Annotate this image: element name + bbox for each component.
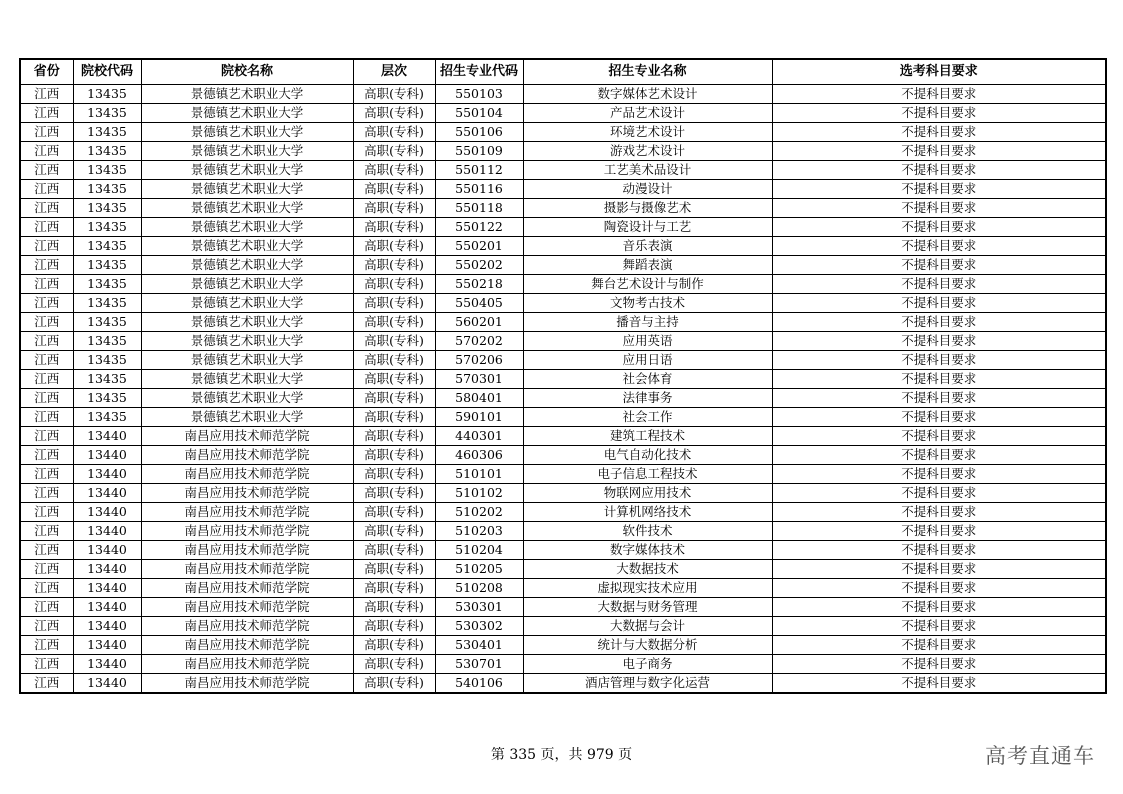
province-cell: 江西 — [20, 332, 73, 351]
province-cell: 江西 — [20, 313, 73, 332]
major-code-cell: 550122 — [435, 218, 523, 237]
table-row — [20, 655, 1106, 674]
subject-requirement-cell: 不提科目要求 — [772, 465, 1106, 484]
major-name-cell: 应用英语 — [523, 332, 772, 351]
subject-requirement-cell: 不提科目要求 — [772, 389, 1106, 408]
major-code-header: 招生专业代码 — [435, 59, 523, 85]
table-row — [20, 256, 1106, 275]
level-cell: 高职(专科) — [353, 617, 435, 636]
subject-requirement-cell: 不提科目要求 — [772, 598, 1106, 617]
school-name-cell: 景德镇艺术职业大学 — [141, 332, 353, 351]
major-name-cell: 统计与大数据分析 — [523, 636, 772, 655]
table-row — [20, 218, 1106, 237]
major-name-header: 招生专业名称 — [523, 59, 772, 85]
school-code-cell: 13435 — [73, 313, 141, 332]
subject-requirement-cell: 不提科目要求 — [772, 161, 1106, 180]
table-row — [20, 351, 1106, 370]
table-body — [20, 85, 1106, 694]
major-code-cell: 550112 — [435, 161, 523, 180]
major-name-cell: 虚拟现实技术应用 — [523, 579, 772, 598]
province-cell: 江西 — [20, 237, 73, 256]
subject-requirement-cell: 不提科目要求 — [772, 142, 1106, 161]
school-code-cell: 13435 — [73, 85, 141, 104]
level-cell: 高职(专科) — [353, 104, 435, 123]
major-name-cell: 舞蹈表演 — [523, 256, 772, 275]
school-name-cell: 景德镇艺术职业大学 — [141, 313, 353, 332]
school-code-cell: 13435 — [73, 370, 141, 389]
major-name-cell: 电子商务 — [523, 655, 772, 674]
table-row — [20, 313, 1106, 332]
level-cell: 高职(专科) — [353, 655, 435, 674]
major-name-cell: 大数据与会计 — [523, 617, 772, 636]
level-cell: 高职(专科) — [353, 123, 435, 142]
school-name-cell: 景德镇艺术职业大学 — [141, 351, 353, 370]
subject-requirement-cell: 不提科目要求 — [772, 560, 1106, 579]
subject-requirement-cell: 不提科目要求 — [772, 674, 1106, 694]
major-code-cell: 570301 — [435, 370, 523, 389]
school-name-cell: 南昌应用技术师范学院 — [141, 636, 353, 655]
school-name-cell: 景德镇艺术职业大学 — [141, 256, 353, 275]
subject-requirement-cell: 不提科目要求 — [772, 199, 1106, 218]
province-cell: 江西 — [20, 655, 73, 674]
subject-requirement-cell: 不提科目要求 — [772, 427, 1106, 446]
school-name-cell: 南昌应用技术师范学院 — [141, 522, 353, 541]
table-row — [20, 104, 1106, 123]
school-code-cell: 13440 — [73, 598, 141, 617]
subject-requirement-cell: 不提科目要求 — [772, 237, 1106, 256]
major-name-cell: 文物考古技术 — [523, 294, 772, 313]
school-code-cell: 13440 — [73, 446, 141, 465]
school-name-cell: 南昌应用技术师范学院 — [141, 617, 353, 636]
province-cell: 江西 — [20, 104, 73, 123]
school-code-cell: 13440 — [73, 636, 141, 655]
school-name-cell: 景德镇艺术职业大学 — [141, 85, 353, 104]
major-name-cell: 大数据技术 — [523, 560, 772, 579]
province-cell: 江西 — [20, 427, 73, 446]
major-name-cell: 音乐表演 — [523, 237, 772, 256]
school-code-cell: 13435 — [73, 237, 141, 256]
province-cell: 江西 — [20, 541, 73, 560]
subject-requirement-cell: 不提科目要求 — [772, 123, 1106, 142]
subject-requirement-cell: 不提科目要求 — [772, 370, 1106, 389]
school-code-cell: 13440 — [73, 617, 141, 636]
major-code-cell: 510204 — [435, 541, 523, 560]
province-cell: 江西 — [20, 370, 73, 389]
school-code-cell: 13435 — [73, 389, 141, 408]
subject-requirement-cell: 不提科目要求 — [772, 275, 1106, 294]
school-code-cell: 13435 — [73, 332, 141, 351]
table-row — [20, 199, 1106, 218]
major-code-cell: 550106 — [435, 123, 523, 142]
province-cell: 江西 — [20, 446, 73, 465]
major-code-cell: 530401 — [435, 636, 523, 655]
subject-requirement-cell: 不提科目要求 — [772, 522, 1106, 541]
school-name-cell: 南昌应用技术师范学院 — [141, 674, 353, 694]
school-name-cell: 景德镇艺术职业大学 — [141, 218, 353, 237]
school-name-cell: 景德镇艺术职业大学 — [141, 123, 353, 142]
major-code-cell: 550118 — [435, 199, 523, 218]
school-code-cell: 13440 — [73, 541, 141, 560]
major-code-cell: 550109 — [435, 142, 523, 161]
major-code-cell: 530302 — [435, 617, 523, 636]
table-header — [20, 59, 1106, 85]
table-row — [20, 541, 1106, 560]
school-code-cell: 13435 — [73, 104, 141, 123]
province-cell: 江西 — [20, 85, 73, 104]
major-name-cell: 环境艺术设计 — [523, 123, 772, 142]
level-cell: 高职(专科) — [353, 484, 435, 503]
major-name-cell: 工艺美术品设计 — [523, 161, 772, 180]
table-row — [20, 332, 1106, 351]
level-cell: 高职(专科) — [353, 541, 435, 560]
school-code-cell: 13440 — [73, 674, 141, 694]
school-name-cell: 南昌应用技术师范学院 — [141, 484, 353, 503]
province-header: 省份 — [20, 59, 73, 85]
subject-requirement-cell: 不提科目要求 — [772, 313, 1106, 332]
table-row — [20, 674, 1106, 694]
level-cell: 高职(专科) — [353, 237, 435, 256]
level-cell: 高职(专科) — [353, 408, 435, 427]
major-name-cell: 物联网应用技术 — [523, 484, 772, 503]
level-cell: 高职(专科) — [353, 636, 435, 655]
level-cell: 高职(专科) — [353, 332, 435, 351]
table-row — [20, 275, 1106, 294]
school-name-cell: 南昌应用技术师范学院 — [141, 503, 353, 522]
level-cell: 高职(专科) — [353, 579, 435, 598]
province-cell: 江西 — [20, 294, 73, 313]
school-name-cell: 南昌应用技术师范学院 — [141, 446, 353, 465]
subject-requirement-cell: 不提科目要求 — [772, 256, 1106, 275]
school-code-header: 院校代码 — [73, 59, 141, 85]
table-row — [20, 370, 1106, 389]
table-row — [20, 503, 1106, 522]
province-cell: 江西 — [20, 142, 73, 161]
subject-requirement-cell: 不提科目要求 — [772, 503, 1106, 522]
level-cell: 高职(专科) — [353, 560, 435, 579]
major-name-cell: 播音与主持 — [523, 313, 772, 332]
province-cell: 江西 — [20, 617, 73, 636]
school-code-cell: 13435 — [73, 294, 141, 313]
major-code-cell: 510101 — [435, 465, 523, 484]
admission-table-container — [19, 58, 1105, 694]
major-code-cell: 550104 — [435, 104, 523, 123]
page-number: 第 335 页，共 979 页 — [490, 747, 633, 763]
subject-requirement-cell: 不提科目要求 — [772, 636, 1106, 655]
table-row — [20, 484, 1106, 503]
school-code-cell: 13440 — [73, 522, 141, 541]
table-row — [20, 408, 1106, 427]
school-name-cell: 景德镇艺术职业大学 — [141, 370, 353, 389]
subject-requirement-cell: 不提科目要求 — [772, 180, 1106, 199]
school-code-cell: 13435 — [73, 256, 141, 275]
school-code-cell: 13440 — [73, 503, 141, 522]
school-code-cell: 13440 — [73, 655, 141, 674]
table-row — [20, 579, 1106, 598]
major-code-cell: 460306 — [435, 446, 523, 465]
school-name-cell: 南昌应用技术师范学院 — [141, 541, 353, 560]
province-cell: 江西 — [20, 275, 73, 294]
province-cell: 江西 — [20, 560, 73, 579]
province-cell: 江西 — [20, 256, 73, 275]
school-name-cell: 景德镇艺术职业大学 — [141, 142, 353, 161]
school-code-cell: 13440 — [73, 579, 141, 598]
level-cell: 高职(专科) — [353, 313, 435, 332]
school-code-cell: 13440 — [73, 484, 141, 503]
subject-requirement-cell: 不提科目要求 — [772, 85, 1106, 104]
province-cell: 江西 — [20, 408, 73, 427]
major-code-cell: 590101 — [435, 408, 523, 427]
school-name-cell: 南昌应用技术师范学院 — [141, 598, 353, 617]
major-code-cell: 510102 — [435, 484, 523, 503]
table-row — [20, 180, 1106, 199]
subject-requirement-cell: 不提科目要求 — [772, 617, 1106, 636]
school-code-cell: 13440 — [73, 427, 141, 446]
subject-requirement-cell: 不提科目要求 — [772, 294, 1106, 313]
major-code-cell: 540106 — [435, 674, 523, 694]
major-code-cell: 550202 — [435, 256, 523, 275]
major-code-cell: 510208 — [435, 579, 523, 598]
school-code-cell: 13435 — [73, 161, 141, 180]
major-name-cell: 产品艺术设计 — [523, 104, 772, 123]
table-row — [20, 560, 1106, 579]
major-name-cell: 酒店管理与数字化运营 — [523, 674, 772, 694]
subject-requirement-cell: 不提科目要求 — [772, 104, 1106, 123]
province-cell: 江西 — [20, 351, 73, 370]
major-name-cell: 建筑工程技术 — [523, 427, 772, 446]
subject-requirement-cell: 不提科目要求 — [772, 484, 1106, 503]
table-row — [20, 427, 1106, 446]
level-header: 层次 — [353, 59, 435, 85]
table-row — [20, 123, 1106, 142]
major-code-cell: 580401 — [435, 389, 523, 408]
subject-requirement-cell: 不提科目要求 — [772, 351, 1106, 370]
school-code-cell: 13435 — [73, 199, 141, 218]
subject-requirement-cell: 不提科目要求 — [772, 541, 1106, 560]
major-name-cell: 软件技术 — [523, 522, 772, 541]
level-cell: 高职(专科) — [353, 351, 435, 370]
admission-table — [19, 58, 1107, 694]
major-code-cell: 510205 — [435, 560, 523, 579]
province-cell: 江西 — [20, 598, 73, 617]
school-name-cell: 景德镇艺术职业大学 — [141, 180, 353, 199]
table-row — [20, 636, 1106, 655]
subject-requirement-cell: 不提科目要求 — [772, 446, 1106, 465]
major-code-cell: 550405 — [435, 294, 523, 313]
school-name-cell: 南昌应用技术师范学院 — [141, 465, 353, 484]
major-code-cell: 560201 — [435, 313, 523, 332]
table-row — [20, 617, 1106, 636]
level-cell: 高职(专科) — [353, 465, 435, 484]
major-name-cell: 电子信息工程技术 — [523, 465, 772, 484]
major-name-cell: 舞台艺术设计与制作 — [523, 275, 772, 294]
major-name-cell: 动漫设计 — [523, 180, 772, 199]
province-cell: 江西 — [20, 636, 73, 655]
school-name-cell: 景德镇艺术职业大学 — [141, 237, 353, 256]
school-code-cell: 13435 — [73, 351, 141, 370]
level-cell: 高职(专科) — [353, 142, 435, 161]
school-name-cell: 景德镇艺术职业大学 — [141, 389, 353, 408]
province-cell: 江西 — [20, 161, 73, 180]
level-cell: 高职(专科) — [353, 389, 435, 408]
school-name-header: 院校名称 — [141, 59, 353, 85]
table-row — [20, 465, 1106, 484]
province-cell: 江西 — [20, 503, 73, 522]
table-row — [20, 522, 1106, 541]
province-cell: 江西 — [20, 484, 73, 503]
school-code-cell: 13435 — [73, 123, 141, 142]
school-name-cell: 南昌应用技术师范学院 — [141, 579, 353, 598]
province-cell: 江西 — [20, 199, 73, 218]
level-cell: 高职(专科) — [353, 446, 435, 465]
table-row — [20, 446, 1106, 465]
major-name-cell: 摄影与摄像艺术 — [523, 199, 772, 218]
major-code-cell: 510202 — [435, 503, 523, 522]
major-name-cell: 应用日语 — [523, 351, 772, 370]
school-name-cell: 景德镇艺术职业大学 — [141, 294, 353, 313]
province-cell: 江西 — [20, 180, 73, 199]
level-cell: 高职(专科) — [353, 161, 435, 180]
level-cell: 高职(专科) — [353, 294, 435, 313]
level-cell: 高职(专科) — [353, 674, 435, 694]
major-name-cell: 游戏艺术设计 — [523, 142, 772, 161]
level-cell: 高职(专科) — [353, 503, 435, 522]
major-name-cell: 法律事务 — [523, 389, 772, 408]
major-code-cell: 440301 — [435, 427, 523, 446]
subject-requirement-cell: 不提科目要求 — [772, 218, 1106, 237]
subject-requirement-cell: 不提科目要求 — [772, 655, 1106, 674]
school-name-cell: 景德镇艺术职业大学 — [141, 408, 353, 427]
major-code-cell: 550201 — [435, 237, 523, 256]
province-cell: 江西 — [20, 522, 73, 541]
level-cell: 高职(专科) — [353, 85, 435, 104]
province-cell: 江西 — [20, 389, 73, 408]
subject-requirement-header: 选考科目要求 — [772, 59, 1106, 85]
table-row — [20, 294, 1106, 313]
major-name-cell: 电气自动化技术 — [523, 446, 772, 465]
major-name-cell: 数字媒体技术 — [523, 541, 772, 560]
major-name-cell: 社会体育 — [523, 370, 772, 389]
major-code-cell: 530701 — [435, 655, 523, 674]
table-row — [20, 142, 1106, 161]
subject-requirement-cell: 不提科目要求 — [772, 332, 1106, 351]
major-code-cell: 550103 — [435, 85, 523, 104]
major-code-cell: 570202 — [435, 332, 523, 351]
major-name-cell: 陶瓷设计与工艺 — [523, 218, 772, 237]
school-name-cell: 景德镇艺术职业大学 — [141, 161, 353, 180]
level-cell: 高职(专科) — [353, 598, 435, 617]
province-cell: 江西 — [20, 579, 73, 598]
major-name-cell: 大数据与财务管理 — [523, 598, 772, 617]
province-cell: 江西 — [20, 123, 73, 142]
major-name-cell: 数字媒体艺术设计 — [523, 85, 772, 104]
level-cell: 高职(专科) — [353, 370, 435, 389]
school-code-cell: 13435 — [73, 180, 141, 199]
level-cell: 高职(专科) — [353, 275, 435, 294]
watermark: 高考直通车 — [985, 744, 1095, 768]
level-cell: 高职(专科) — [353, 256, 435, 275]
subject-requirement-cell: 不提科目要求 — [772, 408, 1106, 427]
school-name-cell: 南昌应用技术师范学院 — [141, 560, 353, 579]
table-row — [20, 161, 1106, 180]
school-name-cell: 南昌应用技术师范学院 — [141, 655, 353, 674]
major-code-cell: 530301 — [435, 598, 523, 617]
table-row — [20, 237, 1106, 256]
major-name-cell: 计算机网络技术 — [523, 503, 772, 522]
school-code-cell: 13435 — [73, 142, 141, 161]
province-cell: 江西 — [20, 465, 73, 484]
major-code-cell: 550116 — [435, 180, 523, 199]
header-row — [20, 59, 1106, 85]
school-name-cell: 景德镇艺术职业大学 — [141, 275, 353, 294]
table-row — [20, 389, 1106, 408]
school-code-cell: 13440 — [73, 560, 141, 579]
school-name-cell: 景德镇艺术职业大学 — [141, 199, 353, 218]
school-code-cell: 13435 — [73, 275, 141, 294]
major-code-cell: 510203 — [435, 522, 523, 541]
subject-requirement-cell: 不提科目要求 — [772, 579, 1106, 598]
major-code-cell: 570206 — [435, 351, 523, 370]
table-row — [20, 85, 1106, 104]
table-row — [20, 598, 1106, 617]
major-code-cell: 550218 — [435, 275, 523, 294]
school-code-cell: 13440 — [73, 465, 141, 484]
level-cell: 高职(专科) — [353, 180, 435, 199]
school-code-cell: 13435 — [73, 218, 141, 237]
province-cell: 江西 — [20, 218, 73, 237]
school-name-cell: 南昌应用技术师范学院 — [141, 427, 353, 446]
province-cell: 江西 — [20, 674, 73, 694]
level-cell: 高职(专科) — [353, 218, 435, 237]
level-cell: 高职(专科) — [353, 199, 435, 218]
level-cell: 高职(专科) — [353, 427, 435, 446]
major-name-cell: 社会工作 — [523, 408, 772, 427]
school-code-cell: 13435 — [73, 408, 141, 427]
school-name-cell: 景德镇艺术职业大学 — [141, 104, 353, 123]
level-cell: 高职(专科) — [353, 522, 435, 541]
